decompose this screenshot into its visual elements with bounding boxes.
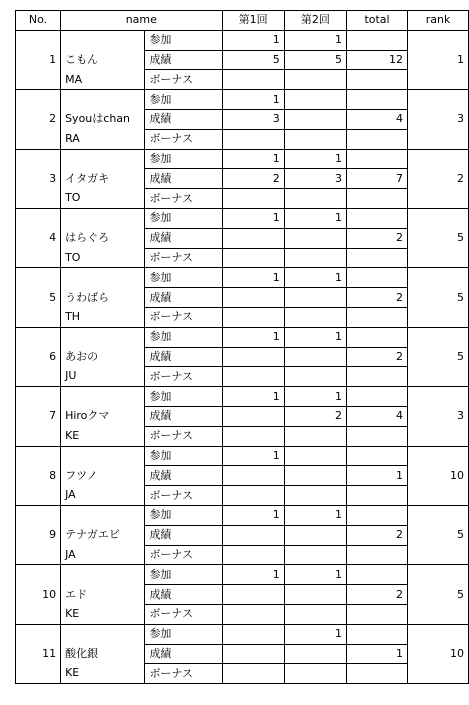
name-spacer	[61, 268, 145, 288]
header-row	[16, 11, 469, 31]
total-spacer	[347, 387, 408, 407]
sanka-round2: 1	[284, 624, 346, 644]
row-label-seiseki: 成績	[145, 347, 222, 367]
table-row	[16, 149, 469, 169]
row-label-sanka: 参加	[145, 327, 222, 347]
player-rank: 1	[408, 30, 469, 89]
table-row	[16, 30, 469, 50]
seiseki-round1	[222, 228, 284, 248]
total-spacer	[347, 268, 408, 288]
row-label-seiseki: 成績	[145, 169, 222, 189]
total-spacer	[347, 327, 408, 347]
row-label-sanka: 参加	[145, 30, 222, 50]
bonus-round1	[222, 664, 284, 684]
name-spacer	[61, 30, 145, 50]
bonus-round1	[222, 486, 284, 506]
row-label-sanka: 参加	[145, 387, 222, 407]
player-team: KE	[61, 604, 145, 624]
header-name: name	[61, 11, 222, 31]
row-label-bonus: ボーナス	[145, 545, 222, 565]
player-no: 7	[16, 387, 61, 446]
bonus-total	[347, 307, 408, 327]
sanka-round1: 1	[222, 505, 284, 525]
bonus-round2	[284, 664, 346, 684]
table-row	[16, 565, 469, 585]
player-total: 7	[347, 169, 408, 189]
row-label-seiseki: 成績	[145, 644, 222, 664]
player-rank: 2	[408, 149, 469, 208]
total-spacer	[347, 446, 408, 466]
player-team: TO	[61, 189, 145, 209]
player-no: 10	[16, 565, 61, 624]
player-total: 12	[347, 50, 408, 70]
player-name: こもん	[61, 50, 145, 70]
bonus-round2	[284, 604, 346, 624]
sanka-round1: 1	[222, 30, 284, 50]
sanka-round2: 1	[284, 565, 346, 585]
row-label-seiseki: 成績	[145, 228, 222, 248]
seiseki-round1	[222, 347, 284, 367]
name-spacer	[61, 149, 145, 169]
player-total: 2	[347, 347, 408, 367]
total-spacer	[347, 624, 408, 644]
bonus-total	[347, 248, 408, 268]
header-rank: rank	[408, 11, 469, 31]
ranking-table	[15, 10, 469, 684]
table-row	[16, 228, 469, 248]
row-label-sanka: 参加	[145, 208, 222, 228]
seiseki-round1: 3	[222, 109, 284, 129]
bonus-round1	[222, 70, 284, 90]
sanka-round2: 1	[284, 268, 346, 288]
player-rank: 5	[408, 208, 469, 267]
name-spacer	[61, 208, 145, 228]
player-team: KE	[61, 664, 145, 684]
bonus-round2	[284, 307, 346, 327]
name-spacer	[61, 624, 145, 644]
table-row	[16, 268, 469, 288]
player-team: RA	[61, 129, 145, 149]
total-spacer	[347, 30, 408, 50]
player-total: 4	[347, 109, 408, 129]
seiseki-round1	[222, 585, 284, 605]
player-rank: 5	[408, 268, 469, 327]
player-name: Hiroクマ	[61, 406, 145, 426]
seiseki-round2	[284, 585, 346, 605]
player-name: フツノ	[61, 466, 145, 486]
player-team: JA	[61, 545, 145, 565]
row-label-sanka: 参加	[145, 565, 222, 585]
player-no: 1	[16, 30, 61, 89]
name-spacer	[61, 327, 145, 347]
player-rank: 10	[408, 624, 469, 683]
bonus-total	[347, 426, 408, 446]
seiseki-round1	[222, 406, 284, 426]
bonus-round1	[222, 426, 284, 446]
bonus-total	[347, 70, 408, 90]
seiseki-round2: 3	[284, 169, 346, 189]
table-row	[16, 585, 469, 605]
bonus-round1	[222, 604, 284, 624]
player-name: あおの	[61, 347, 145, 367]
header-round2: 第2回	[284, 11, 346, 31]
header-total: total	[347, 11, 408, 31]
row-label-bonus: ボーナス	[145, 367, 222, 387]
seiseki-round2	[284, 109, 346, 129]
player-name: うわばら	[61, 288, 145, 308]
player-total: 2	[347, 288, 408, 308]
header-no: No.	[16, 11, 61, 31]
player-total: 1	[347, 644, 408, 664]
table-row	[16, 327, 469, 347]
table-row	[16, 604, 469, 624]
sanka-round1: 1	[222, 327, 284, 347]
table-row	[16, 545, 469, 565]
player-name: イタガキ	[61, 169, 145, 189]
bonus-total	[347, 604, 408, 624]
player-total: 2	[347, 525, 408, 545]
row-label-seiseki: 成績	[145, 525, 222, 545]
bonus-round1	[222, 367, 284, 387]
seiseki-round2	[284, 228, 346, 248]
bonus-total	[347, 486, 408, 506]
table-row	[16, 169, 469, 189]
total-spacer	[347, 90, 408, 110]
total-spacer	[347, 505, 408, 525]
player-rank: 5	[408, 505, 469, 564]
row-label-sanka: 参加	[145, 149, 222, 169]
player-team: JU	[61, 367, 145, 387]
table-row	[16, 466, 469, 486]
bonus-round2	[284, 426, 346, 446]
row-label-sanka: 参加	[145, 446, 222, 466]
total-spacer	[347, 565, 408, 585]
table-row	[16, 189, 469, 209]
table-row	[16, 70, 469, 90]
row-label-bonus: ボーナス	[145, 426, 222, 446]
sanka-round2: 1	[284, 387, 346, 407]
player-team: JA	[61, 486, 145, 506]
player-no: 11	[16, 624, 61, 683]
player-no: 3	[16, 149, 61, 208]
table-row	[16, 387, 469, 407]
player-no: 6	[16, 327, 61, 386]
player-no: 9	[16, 505, 61, 564]
player-total: 1	[347, 466, 408, 486]
bonus-round2	[284, 70, 346, 90]
row-label-seiseki: 成績	[145, 585, 222, 605]
bonus-total	[347, 367, 408, 387]
row-label-bonus: ボーナス	[145, 604, 222, 624]
seiseki-round1: 5	[222, 50, 284, 70]
bonus-total	[347, 664, 408, 684]
bonus-round2	[284, 486, 346, 506]
bonus-total	[347, 129, 408, 149]
sanka-round2: 1	[284, 327, 346, 347]
player-rank: 3	[408, 90, 469, 149]
player-name: エド	[61, 585, 145, 605]
sanka-round1: 1	[222, 149, 284, 169]
bonus-total	[347, 189, 408, 209]
bonus-round2	[284, 129, 346, 149]
table-row	[16, 208, 469, 228]
table-row	[16, 367, 469, 387]
table-row	[16, 505, 469, 525]
player-team: MA	[61, 70, 145, 90]
seiseki-round2	[284, 347, 346, 367]
player-total: 4	[347, 406, 408, 426]
row-label-seiseki: 成績	[145, 109, 222, 129]
row-label-bonus: ボーナス	[145, 189, 222, 209]
player-rank: 5	[408, 565, 469, 624]
row-label-bonus: ボーナス	[145, 129, 222, 149]
table-row	[16, 426, 469, 446]
row-label-sanka: 参加	[145, 624, 222, 644]
table-row	[16, 90, 469, 110]
player-name: テナガエビ	[61, 525, 145, 545]
total-spacer	[347, 208, 408, 228]
sanka-round1: 1	[222, 90, 284, 110]
seiseki-round1	[222, 288, 284, 308]
table-row	[16, 664, 469, 684]
table-row	[16, 644, 469, 664]
player-team: KE	[61, 426, 145, 446]
table-row	[16, 486, 469, 506]
sanka-round2: 1	[284, 30, 346, 50]
row-label-sanka: 参加	[145, 90, 222, 110]
bonus-round1	[222, 129, 284, 149]
sanka-round2: 1	[284, 505, 346, 525]
table-row	[16, 525, 469, 545]
table-row	[16, 248, 469, 268]
row-label-seiseki: 成績	[145, 466, 222, 486]
seiseki-round1: 2	[222, 169, 284, 189]
player-name: Syouはchan	[61, 109, 145, 129]
row-label-bonus: ボーナス	[145, 486, 222, 506]
player-no: 4	[16, 208, 61, 267]
sanka-round1	[222, 624, 284, 644]
table-row	[16, 109, 469, 129]
table-row	[16, 446, 469, 466]
seiseki-round2	[284, 288, 346, 308]
name-spacer	[61, 446, 145, 466]
seiseki-round2	[284, 466, 346, 486]
seiseki-round1	[222, 525, 284, 545]
seiseki-round2: 5	[284, 50, 346, 70]
seiseki-round1	[222, 644, 284, 664]
player-no: 8	[16, 446, 61, 505]
player-team: TH	[61, 307, 145, 327]
bonus-round1	[222, 545, 284, 565]
table-row	[16, 307, 469, 327]
name-spacer	[61, 387, 145, 407]
table-row	[16, 347, 469, 367]
player-total: 2	[347, 585, 408, 605]
player-name: 酸化銀	[61, 644, 145, 664]
row-label-bonus: ボーナス	[145, 70, 222, 90]
table-row	[16, 129, 469, 149]
sanka-round1: 1	[222, 565, 284, 585]
table-row	[16, 50, 469, 70]
row-label-sanka: 参加	[145, 505, 222, 525]
name-spacer	[61, 90, 145, 110]
row-label-seiseki: 成績	[145, 50, 222, 70]
name-spacer	[61, 565, 145, 585]
player-no: 5	[16, 268, 61, 327]
sanka-round1: 1	[222, 387, 284, 407]
player-team: TO	[61, 248, 145, 268]
row-label-bonus: ボーナス	[145, 307, 222, 327]
row-label-seiseki: 成績	[145, 288, 222, 308]
player-total: 2	[347, 228, 408, 248]
player-name: はらぐろ	[61, 228, 145, 248]
row-label-bonus: ボーナス	[145, 248, 222, 268]
total-spacer	[347, 149, 408, 169]
bonus-round2	[284, 248, 346, 268]
player-no: 2	[16, 90, 61, 149]
player-rank: 10	[408, 446, 469, 505]
player-rank: 3	[408, 387, 469, 446]
table-body	[16, 30, 469, 683]
table-row	[16, 624, 469, 644]
bonus-round2	[284, 367, 346, 387]
bonus-round1	[222, 307, 284, 327]
bonus-round2	[284, 545, 346, 565]
bonus-round1	[222, 189, 284, 209]
header-round1: 第1回	[222, 11, 284, 31]
sanka-round2	[284, 90, 346, 110]
sanka-round1: 1	[222, 446, 284, 466]
bonus-total	[347, 545, 408, 565]
row-label-seiseki: 成績	[145, 406, 222, 426]
seiseki-round2	[284, 525, 346, 545]
seiseki-round2	[284, 644, 346, 664]
sanka-round2	[284, 446, 346, 466]
sanka-round1: 1	[222, 268, 284, 288]
bonus-round1	[222, 248, 284, 268]
seiseki-round2: 2	[284, 406, 346, 426]
name-spacer	[61, 505, 145, 525]
sanka-round1: 1	[222, 208, 284, 228]
bonus-round2	[284, 189, 346, 209]
row-label-bonus: ボーナス	[145, 664, 222, 684]
sanka-round2: 1	[284, 149, 346, 169]
table-row	[16, 406, 469, 426]
sanka-round2: 1	[284, 208, 346, 228]
row-label-sanka: 参加	[145, 268, 222, 288]
player-rank: 5	[408, 327, 469, 386]
table-row	[16, 288, 469, 308]
seiseki-round1	[222, 466, 284, 486]
